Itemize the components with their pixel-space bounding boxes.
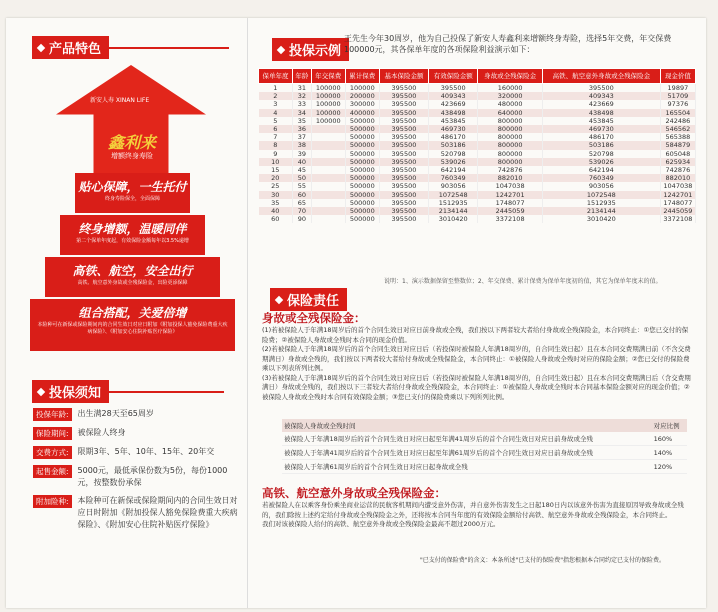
table-row [259, 174, 696, 182]
table-cell: 882010 [660, 174, 695, 182]
table-cell: 100000 [311, 92, 345, 100]
table-cell: 520798 [429, 150, 478, 158]
table-cell: 800000 [478, 158, 543, 166]
table-cell: 500000 [345, 150, 379, 158]
table-row [259, 133, 696, 141]
table-row [259, 100, 696, 108]
table-cell: 500000 [345, 215, 379, 223]
table-cell: 395500 [379, 92, 428, 100]
table-cell: 395500 [379, 84, 428, 93]
table-cell [311, 191, 345, 199]
table-cell: 760349 [429, 174, 478, 182]
table-cell: 2 [259, 92, 293, 100]
table-cell: 565388 [660, 133, 695, 141]
table-cell: 1 [259, 84, 293, 93]
table-cell: 38 [293, 141, 312, 149]
table-cell: 65 [293, 199, 312, 207]
feature-step-1: 贴心保障，一生托付 终身寿险保全，全面保障 [75, 173, 190, 213]
table-cell: 10 [259, 158, 293, 166]
table-row [259, 117, 696, 125]
table-cell: 423669 [429, 100, 478, 108]
benefit-table [258, 68, 696, 223]
diamond-icon [277, 45, 285, 53]
table-cell: 500000 [345, 141, 379, 149]
table-cell: 395500 [379, 191, 428, 199]
table-cell: 30 [259, 191, 293, 199]
table-cell: 1047038 [660, 182, 695, 190]
table-cell: 423669 [542, 100, 660, 108]
table-cell: 395500 [379, 117, 428, 125]
table-cell [311, 125, 345, 133]
table-cell: 15 [259, 166, 293, 174]
liability-title: 保险责任 [287, 294, 340, 309]
table-cell: 395500 [379, 174, 428, 182]
table-row [259, 215, 696, 223]
feature-step-2: 终身增额，温暖同伴 第二个保单年度起，有效保险金额每年以3.5%递增 [60, 215, 205, 255]
table-cell: 9 [259, 150, 293, 158]
feature-tower [30, 65, 235, 355]
table-cell: 503186 [429, 141, 478, 149]
table-cell [311, 141, 345, 149]
table-cell: 3 [259, 100, 293, 108]
table-cell: 3372108 [660, 215, 695, 223]
notice-row: 保险期间: 被保险人终身 [33, 427, 238, 440]
table-cell: 100000 [311, 84, 345, 93]
table-caption: 说明：1、演示数据保留至整数位；2、年交保费、累计保费为保单年度初的值，其它为保单年度末的值。 [384, 278, 662, 285]
table-cell: 45 [293, 166, 312, 174]
table-cell: 320000 [478, 92, 543, 100]
table-cell: 39 [293, 150, 312, 158]
table-cell: 800000 [478, 125, 543, 133]
table-cell: 2445059 [478, 207, 543, 215]
table-cell: 19897 [660, 84, 695, 93]
table-cell: 3010420 [542, 215, 660, 223]
accident-benefit-heading: 高铁、航空意外身故或全残保险金： [262, 486, 446, 500]
notice-row: 附加险种: 本险种可在新保或保险期间内的合同生效日对应日时附加《附加投保人豁免保险费重大疾病保险》、《附加安心住院补贴医疗保险》 [33, 495, 238, 531]
table-cell: 1748077 [478, 199, 543, 207]
table-cell: 1242701 [478, 191, 543, 199]
table-cell: 35 [293, 117, 312, 125]
table-cell: 486170 [542, 133, 660, 141]
table-cell: 97376 [660, 100, 695, 108]
table-cell: 800000 [478, 141, 543, 149]
column-header: 年交保费 [311, 69, 345, 84]
liability-header [270, 288, 347, 311]
table-cell: 20 [259, 174, 293, 182]
table-cell: 453845 [429, 117, 478, 125]
table-cell: 51709 [660, 92, 695, 100]
table-cell: 903056 [429, 182, 478, 190]
table-cell: 165504 [660, 109, 695, 117]
table-cell: 546562 [660, 125, 695, 133]
table-cell: 395500 [379, 150, 428, 158]
table-cell: 500000 [345, 174, 379, 182]
table-cell: 500000 [345, 199, 379, 207]
table-cell: 100000 [345, 84, 379, 93]
table-cell: 7 [259, 133, 293, 141]
table-cell: 395500 [379, 133, 428, 141]
column-header: 身故或全残保险金 [478, 69, 543, 84]
table-cell: 480000 [478, 100, 543, 108]
table-cell: 1047038 [478, 182, 543, 190]
table-cell: 469730 [542, 125, 660, 133]
table-cell: 395500 [379, 215, 428, 223]
diamond-icon [37, 387, 45, 395]
column-header: 年龄 [293, 69, 312, 84]
table-cell: 1512935 [429, 199, 478, 207]
accident-benefit-text: 若被保险人在以乘客身份乘坐商业运营的民航客机期间内遭受意外伤害，并自意外伤害发生之日起180日内以该意外伤害为直接原因导致身故或全残的，我们除按上述约定给付身故或全残保险金之外，还将按本合同当年度的有效保险金额给付高铁、航空意外身故或全残保险金，本合同终止。 我们对该被保险人给付的高铁、航空意外身故或全残保险金最高不超过2000万元。 [262, 501, 684, 528]
column-header: 高铁、航空意外身故或全残保险金 [542, 69, 660, 84]
table-cell: 500000 [345, 191, 379, 199]
example-intro: 王先生今年30周岁，他为自己投保了新安人寿鑫利来增额终身寿险，选择5年交费，年交保费100000元，其各保单年度的各项保险利益演示如下： [344, 34, 672, 54]
table-cell: 500000 [345, 166, 379, 174]
table-cell: 539026 [429, 158, 478, 166]
table-cell: 903056 [542, 182, 660, 190]
footnote: "已支付的保险费"的含义：本条所述"已支付的保险费"指您根据本合同约定已支付的保险费。 [420, 557, 666, 564]
table-cell [311, 133, 345, 141]
table-cell: 395500 [379, 141, 428, 149]
table-cell: 70 [293, 207, 312, 215]
table-cell: 160000 [478, 84, 543, 93]
table-cell: 3372108 [478, 215, 543, 223]
table-cell: 1072548 [429, 191, 478, 199]
table-cell: 300000 [345, 100, 379, 108]
table-cell: 409343 [429, 92, 478, 100]
table-cell: 500000 [345, 182, 379, 190]
table-cell: 395500 [379, 109, 428, 117]
death-benefit-text: (1)若被保险人于年满18周岁后的首个合同生效日对应日前身故或全残，我们按以下两者较大者给付身故或全残保险金，本合同终止：①您已交付的保险费；②被保险人身故或全残时本合同的现金价值。 (2)若被保险人于年满18周岁后的首个合同生效日对应日后（若投保时被保险人年满18周岁的，自合同生效日起）且在本合同交费期满日前（不含交费期满日）身故或全残的，我们按以下两者较大者给付身故或全残保险金，本合同终止：①被保险人身故或全残时对应的保险金额；②您已交付的保险费乘以下列表所列比例。 (3)若被保险人于年满18周岁后的首个合同生效日对应日后（若投保时被保险人年满18周岁的，自合同生效日起）且在本合同交费期满日后（含交费期满日）身故或全残的，我们按以下三者较大者给付身故或全残保险金，本合同终止：①被保险人身故或全残时本合同基本保险金额对应的现金价值；②被保险人身故或全残时本合同有效保险金额；③您已支付的保险费乘以下列所列比例。 [262, 326, 691, 401]
diamond-icon [275, 295, 283, 303]
table-cell: 395500 [379, 166, 428, 174]
table-cell: 800000 [478, 117, 543, 125]
table-cell [311, 215, 345, 223]
table-cell: 395500 [379, 100, 428, 108]
table-cell: 760349 [542, 174, 660, 182]
table-cell: 642194 [429, 166, 478, 174]
notice-list [33, 408, 238, 537]
notice-row: 交费方式: 限期3年、5年、10年、15年、20年交 [33, 446, 238, 459]
features-header [32, 36, 229, 59]
table-cell: 500000 [345, 133, 379, 141]
company-logo: 新安人寿 XINAN LIFE [90, 97, 150, 104]
table-cell [311, 207, 345, 215]
notice-title: 投保须知 [49, 386, 102, 401]
table-cell: 100000 [311, 117, 345, 125]
table-cell: 500000 [345, 158, 379, 166]
table-cell: 33 [293, 100, 312, 108]
table-row [259, 199, 696, 207]
table-row [259, 109, 696, 117]
table-cell: 90 [293, 215, 312, 223]
feature-step-3: 高铁、航空，安全出行 高铁、航空意外身故或全残保险金，出险更添保障 [45, 257, 220, 297]
table-cell: 40 [293, 158, 312, 166]
table-cell: 100000 [311, 100, 345, 108]
table-cell: 34 [293, 109, 312, 117]
table-cell: 4 [259, 109, 293, 117]
table-cell: 584879 [660, 141, 695, 149]
table-cell: 1072548 [542, 191, 660, 199]
table-cell: 742876 [660, 166, 695, 174]
table-cell: 100000 [311, 109, 345, 117]
notice-row: 投保年龄: 出生满28天至65周岁 [33, 408, 238, 421]
table-cell: 500000 [345, 207, 379, 215]
table-cell: 395500 [429, 84, 478, 93]
table-cell [311, 158, 345, 166]
table-cell: 395500 [379, 182, 428, 190]
example-title: 投保示例 [289, 44, 342, 59]
table-cell: 395500 [379, 207, 428, 215]
table-row: 被保险人于年满61周岁后的首个合同生效日对应日起身故或全残 120% [282, 460, 687, 474]
example-header [272, 38, 349, 61]
table-cell [311, 166, 345, 174]
column-header: 基本保险金额 [379, 69, 428, 84]
table-row [259, 207, 696, 215]
table-cell [311, 150, 345, 158]
table-cell: 35 [259, 199, 293, 207]
table-row: 被保险人于年满41周岁后的首个合同生效日对应日起至年满61周岁后的首个合同生效日对应日前身故或全残 140% [282, 446, 687, 460]
table-cell [311, 182, 345, 190]
table-cell: 3010420 [429, 215, 478, 223]
product-subtitle: 增额终身寿险 [111, 152, 153, 160]
table-cell: 640000 [478, 109, 543, 117]
table-cell: 800000 [478, 150, 543, 158]
death-benefit-heading: 身故或全残保险金： [262, 311, 366, 325]
table-cell: 742876 [478, 166, 543, 174]
product-name: 鑫利来 [107, 133, 156, 152]
table-cell: 605048 [660, 150, 695, 158]
table-cell: 31 [293, 84, 312, 93]
table-row [259, 92, 696, 100]
table-cell: 625934 [660, 158, 695, 166]
table-cell: 2134144 [429, 207, 478, 215]
table-cell: 37 [293, 133, 312, 141]
table-row [259, 141, 696, 149]
table-row [259, 158, 696, 166]
table-cell: 438498 [429, 109, 478, 117]
table-cell: 32 [293, 92, 312, 100]
table-cell: 60 [259, 215, 293, 223]
feature-step-4: 组合搭配，关爱倍增 本险种可在新保或保险期间内的合同生效日对应日附加《附加投保人豁免保险费重大疾病保险》、《附加安心住院补贴医疗保险》 [30, 299, 235, 351]
table-cell: 642194 [542, 166, 660, 174]
table-row [259, 84, 696, 93]
table-cell: 40 [259, 207, 293, 215]
table-cell: 409343 [542, 92, 660, 100]
table-row [259, 150, 696, 158]
column-header: 保单年度 [259, 69, 293, 84]
table-cell: 36 [293, 125, 312, 133]
table-cell: 453845 [542, 117, 660, 125]
table-cell: 55 [293, 182, 312, 190]
notice-header [32, 380, 224, 403]
table-cell: 882010 [478, 174, 543, 182]
table-cell: 1512935 [542, 199, 660, 207]
table-cell: 486170 [429, 133, 478, 141]
table-cell: 6 [259, 125, 293, 133]
table-cell: 400000 [345, 109, 379, 117]
table-cell: 800000 [478, 133, 543, 141]
table-cell: 25 [259, 182, 293, 190]
table-row [259, 166, 696, 174]
table-cell: 1242701 [660, 191, 695, 199]
table-cell: 500000 [345, 125, 379, 133]
table-cell: 500000 [345, 117, 379, 125]
table-cell: 539026 [542, 158, 660, 166]
table-cell: 520798 [542, 150, 660, 158]
fold-line [247, 18, 248, 608]
table-cell: 8 [259, 141, 293, 149]
table-cell: 395500 [379, 158, 428, 166]
table-cell: 503186 [542, 141, 660, 149]
table-row [259, 125, 696, 133]
table-cell: 200000 [345, 92, 379, 100]
ratio-table: 被保险人身故或全残时间 对应比例 被保险人于年满18周岁后的首个合同生效日对应日起至年满41周岁后的首个合同生效日对应日前身故或全残 160% 被保险人于年满41周岁后的首个合同生效日对应日起至年满61周岁后的首个合同生效日对应日前身故或全残 140% 被保险人于年满61周岁后的首个合同生效日对应日起身故或全残 120% [282, 419, 687, 474]
table-cell: 50 [293, 174, 312, 182]
column-header: 累计保费 [345, 69, 379, 84]
table-cell: 395500 [379, 199, 428, 207]
table-cell: 1748077 [660, 199, 695, 207]
table-cell: 2445059 [660, 207, 695, 215]
table-cell: 242486 [660, 117, 695, 125]
table-cell: 395500 [542, 84, 660, 93]
table-cell: 469730 [429, 125, 478, 133]
table-cell [311, 174, 345, 182]
table-cell: 5 [259, 117, 293, 125]
notice-row: 起售金额: 5000元，最低承保份数为5份，每份1000元，按整数份承保 [33, 465, 238, 489]
column-header: 现金价值 [660, 69, 695, 84]
table-row [259, 191, 696, 199]
diamond-icon [37, 43, 45, 51]
table-cell: 395500 [379, 125, 428, 133]
table-cell [311, 199, 345, 207]
table-cell: 2134144 [542, 207, 660, 215]
table-cell: 438498 [542, 109, 660, 117]
table-cell: 60 [293, 191, 312, 199]
table-row [259, 182, 696, 190]
features-title: 产品特色 [49, 42, 102, 57]
table-row: 被保险人于年满18周岁后的首个合同生效日对应日起至年满41周岁后的首个合同生效日对应日前身故或全残 160% [282, 432, 687, 446]
column-header: 有效保险金额 [429, 69, 478, 84]
